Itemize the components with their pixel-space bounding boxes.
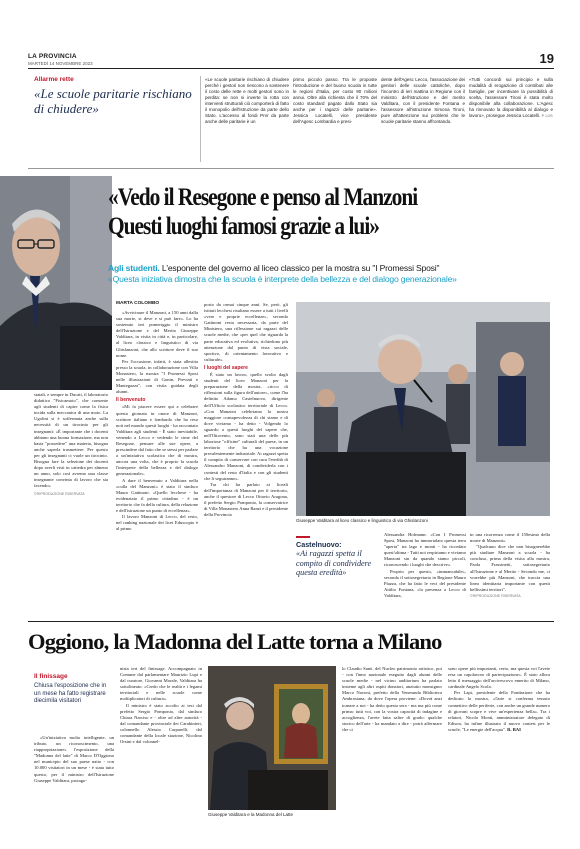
- pull-quote-body: «Ai ragazzi spetta il compito di condividere questa eredità»: [296, 549, 372, 578]
- col-b-subhead: I luoghi del sapere: [204, 364, 248, 371]
- side-title: «Le scuole paritarie rischiano di chiudere»: [34, 86, 192, 116]
- deck-quote: «Questa iniziativa dimostra che la scuola è interprete della bellezza e del dialogo generazionale»: [108, 274, 457, 284]
- col-a-paragraph-4: A dare il benvenuto a Valditara nella «culla del Manzoni» è stato il sindaco Mauro Gattinoni. «Quello lecchese - ha evidenziato il primo cittadino - è un territorio che fa della cultura, della relazione e dell'istruzione un punto di eccellenza».: [116, 477, 198, 513]
- main-photo: [296, 302, 550, 516]
- bottom-col2-paragraph-2: Il ministro è stato accolto ai tesi dal prefetto Sergio Pomponio, dal sindaco Chiara Narciso e - oltre ad altre autorità - dal comandante provinciale dei Carabinieri, colonnello Alessio Carparelli, dal comandante della locale stazione, Nicolino Orsini e dal colonnel-: [120, 702, 202, 745]
- bottom-column-3: [342, 666, 442, 733]
- left-credit: ©RIPRODUZIONE RISERVATA: [34, 491, 85, 496]
- headline-line-2: Questi luoghi famosi grazie a lui»: [108, 211, 379, 240]
- col-c-paragraph-2: Proprio per questo, «immancabile», secondo il sottosegretario in Regione Mauro Piazza, che ha fatto le veci del presidente Attilio Fontana, «la presenza a Lecco di Valditara,: [384, 568, 466, 598]
- bottom-col4-paragraph-2-text: Per Lapi, presidente della Fondazione che ha dedicato la mostra, «l'arte si conferma tessuto connettivo delle periferie, con anche un grande numero di giovani scopre e vive un'esperienza bella». Tra i relatori, Nicola Monti, amministratore delegato di Edison, ha infine illustrato il nuovo contest per le scuole, "Le energie dell'acqua".: [448, 690, 550, 732]
- page-number: 19: [539, 51, 554, 66]
- bottom-col2-text: nista ieri del finissage. Accompagnato in Comune dal parlamentare Maurizio Lupi e dal curatore, Giovanni Morale, Valditara ha sottolineato: «Credo che le realtà e i legami territoriali e nelle scuole come moltiplicatori di cultura».: [120, 666, 202, 702]
- bottom-photo-caption: Giuseppe Valditara e la Madonna del Latte: [208, 812, 293, 817]
- col-a-subhead: Il benvenuto: [116, 397, 146, 404]
- finissage-summary: Chiusa l'esposizione che in un mese ha fatto registrare diecimila visitatori: [34, 683, 107, 705]
- left-column-text: statali, e sempre in Ducati, il laboratorio didattico "Fisicamoto", che consente agli studenti di capire come la fisica incida sulla meccanica di una moto. La Ugolini si è soffermata anche sulla necessità di un tirocinio per gli insegnanti: «È importante che i docenti abbiano una buona formazione, ma non basta "possedere" una materia, bisogna anche saperla trasmettere. Per questo per gli insegnanti ci vuole un tirocinio. Bisogna fare la selezione dei docenti dopo averli visti in cattedra per almeno un anno, solo così avremo una classe insegnante convinta di lavoro che sta facendo»: [34, 392, 108, 489]
- side-column-4: [469, 77, 553, 119]
- col-a-paragraph-5: Il lavoro Manzoni di Lecco, del resto, nel ranking nazionale dei licei Eduscopio è al primo: [116, 514, 198, 532]
- bottom-col4-text: sono opere più importanti, certo, ma questa voi l'avete resa un capolavoro di partecipazione». È stato allora letto il messaggio dell'arcivescovo emerito di Milano, cardinale Angelo Scola.: [448, 666, 550, 690]
- finissage-kicker: Il finissage: [34, 673, 68, 680]
- bottom-section-rule: [28, 621, 554, 622]
- headline-line-1: «Vedo il Resegone e penso al Manzoni: [108, 182, 418, 211]
- bottom-column-1: [34, 735, 114, 784]
- main-photo-illustration: [296, 302, 550, 516]
- col-c-paragraph-1: Alessandra Hofmann: «Con I Promessi Sposi, Manzoni ha immortalato questa terra "aperta" tra lago e monti - ha ricordato quest'ultima - Tutti noi respiriamo e viviamo Manzoni sin da quando siamo piccoli, riconoscendo i luoghi che descrive».: [384, 532, 466, 568]
- side-column-4-text: «Tutti concordi sui principio e sulla modalità di erogazione di contributi alle famiglie, per incentivare la possibilità di scelta, l'assessore Tironi è stata molto disponibile alla collaborazione. L'Agesc ha rinnovato la disponibilità al dialogo e lavoro», prosegue Jessica Locatelli.: [469, 77, 553, 118]
- col-b-paragraph-3: Tra chi ha parlato ai liceali dell'importanza di Manzoni per il territorio, anche il questore di Lecco Ottavio Aragona, il prefetto Sergio Pomponio, la conservatrice di Villa Monastero Anna Ranzi e il presidente della Provincia: [204, 481, 288, 518]
- article-column-a: [116, 310, 198, 532]
- bottom-column-2: [120, 666, 202, 745]
- col-b-paragraph-1: posto da ormai cinque anni. Se, però, gli istituti lecchesi risultano essere a tutti i livelli «vere e proprie eccellenze», secondo Gattinoni resta necessaria, da parte del Ministero, una riflessione sui ragazzi delle scuole medie, che «per quel che riguarda la parte educativa ed evolutiva, richiedono più attenzione dal punto di vista sociale, sportivo, di orientamento lavorativo e culturale».: [204, 302, 288, 362]
- article-column-b: [204, 302, 288, 518]
- side-column-1: «Le scuole paritarie rischiano di chiudere perché i gestori non riescono a sostenere il costo delle rette e molti gestori sono in perdita: se non si inverte la rotta con interventi strutturali ciò comporterà di fatto il monopolio dell'istruzione da parte dello Stato. L'accesso al fondi Pnrr da parte anche delle paritarie è un: [205, 77, 289, 124]
- side-column-2: primo piccolo passo. Tra le proposte l'introduzione e del buono scuola in tutte le regioni d'Italia, per costo 90 milioni annui. Oltre alla richiesta che il 70% del costo standard pagato dallo Stato sia anche per i ragazzi delle paritarie». Jessica Locatelli, vice presidente dell'Agesc Lombardia e presi-: [293, 77, 377, 124]
- pull-quote: [296, 536, 380, 578]
- left-column-tail: [34, 392, 108, 497]
- col-b-paragraph-2: È stato un lavoro, quello svolto dagli studenti del liceo Manzoni per la preparazione della mostra, «ricco di riflessioni sulla figura dell'autore», come l'ha definito Adamo Castelnuovo, dirigente dell'Ufficio scolastico territoriale di Lecco. «Con Manzoni celebriamo la nostra maggiore consapevolezza di chi siamo e di dove viviamo - ha detto - Volgendo lo sguardo a questi luoghi del sapere che, nell'Ottocento, sono stati una delle più laboriose "officine" culturali del paese, in un territorio che ha una vocazione prevalentemente industriale. Ai ragazzi spetta il compito di conservare con cura l'eredità di Alessandro Manzoni, di condividerla con i contesti del resto d'Italia e con gli studenti che li seguiranno».: [204, 372, 288, 481]
- bottom-column-4: [448, 666, 550, 733]
- issue-date: MARTEDÌ 14 NOVEMBRE 2023: [28, 61, 93, 66]
- col-a-paragraph-1: «Avvicinare il Manzoni, a 150 anni dalla sua morte, si deve e si può fare». Lo ha sostenuto ieri pomeriggio il ministro dell'Istruzione e del Merito Giuseppe Valditara, in visita in città e, in particolare, al liceo classico e linguistico di via Ghislanzoni, che allo scrittore deve il suo nome.: [116, 310, 198, 358]
- side-column-3: dente dell'Agesc Lecco, l'associazione dei genitori delle scuole cattoliche, dopo l'incontro di ieri mattina in Regione con il ministro dell'istruzione e del merito Valditara, con il presidente Fontana e l'assessore all'istruzione Simona Tironi, pure all'attenzione sui problemi che le scuole paritarie stanno affrontando.: [381, 77, 465, 124]
- section-rule: [28, 168, 554, 169]
- col-d-credit: ©RIPRODUZIONE RISERVATA: [470, 593, 521, 598]
- main-headline: [108, 182, 553, 240]
- column-divider: [200, 76, 201, 162]
- deck-accent: Agli studenti.: [108, 263, 160, 273]
- main-photo-caption: Giuseppe Valditara al liceo classico e linguistico di via Ghislanzoni: [296, 518, 428, 523]
- col-d-paragraph-1: in una ricorrenza come il 150esimo della morte di Manzoni».: [470, 532, 550, 544]
- pull-quote-title: Castelnuovo:: [296, 540, 342, 549]
- portrait-photo: [0, 176, 112, 390]
- side-kicker: Allarme rette: [34, 76, 74, 83]
- byline: MARTA COLOMBO: [116, 301, 160, 306]
- portrait-illustration: [0, 176, 112, 390]
- deck: [108, 263, 553, 285]
- col-a-paragraph-3: «Mi fa piacere essere qui a celebrare questa giornata in onore di Manzoni, scrittore italiano e lombardo che ha reso noti nel mondo questi luoghi - ha raccontato Valditara agli studenti - È stato inevitabile, venendo a Lecco e vedendo le cime del Resegone, pensare alle sue opere, a prescindere dal fatto che se stessi per parlare a un'iniziativa scolastica che di mostra, ancora una volta, che è proprio la scuola l'interprete della bellezza e del dialogo generazionale».: [116, 404, 199, 477]
- bottom-col4-paragraph-2: [448, 690, 550, 733]
- header-rule: [28, 68, 554, 69]
- bottom-headline: Oggiono, la Madonna del Latte torna a Milano: [28, 629, 442, 654]
- bottom-col3-text: lo Claudio Sanò, del Nucleo patrimonio artistico, poi - con l'inno nazionale eseguito dagli alunni delle scuole medie - nel vicino auditorium ha parlato insieme agli altri ospiti donatori, anziutto monsignor Marco Navoni, prefetto della Veneranda Biblioteca Ambrosiana, da dove l'opera proviene: «Dovrà anzi tornare a noi - ha detto questa sera - ma ma più come prima: tutti voi, con la vostra capacità di indagine e accoglienza, l'avete fatta salire di grado: qualche storico dell'arte - ha mandato a dire - potrà affermare che ci: [342, 666, 442, 732]
- col-d-paragraph-2: "Qualcuno dice che non bisognerebbe più studiare Manzoni a scuola - ha concluso, prima della visita alla mostra, Paola Frassinetti, sottosegretario all'Istruzione e al Merito - Secondo me, ci vorrebbe più Manzoni, che traccia una linea identitaria importante con questi bellissimi territori".: [470, 544, 550, 592]
- newspaper-name: LA PROVINCIA: [28, 53, 77, 60]
- article-column-c: [384, 532, 466, 599]
- bottom-signature: R. BAI: [507, 726, 521, 732]
- bottom-photo: [208, 666, 336, 810]
- article-column-d: [470, 532, 550, 599]
- deck-text: L'esponente del governo al liceo classico per la mostra su "I Promessi Sposi": [159, 263, 440, 273]
- side-signature: P. LOS: [541, 114, 553, 118]
- bottom-photo-illustration: [208, 666, 336, 810]
- col-a-paragraph-2: Per l'occasione, infatti, è stata allestita presso la scuola, in collaborazione con Villa Monastero, la mostra "I Promessi Sposi nelle illustrazioni di Gonin, Previati e Mantegazza", con visita guidata degli alunni.: [116, 358, 198, 395]
- pull-quote-accent: [296, 536, 310, 538]
- bottom-col1-text: «Un'iniziativa molto intelligente, un tributo, un riconoscimento, una riappropriazione» l'esposizione della "Madonna del latte" di Marco D'Oggiono nel municipio del suo paese natio - con 10.000 visitatori in un mese - è stata tutto questo, per il ministro dell'Istruzione Giuseppe Valditara, protago-: [34, 735, 114, 783]
